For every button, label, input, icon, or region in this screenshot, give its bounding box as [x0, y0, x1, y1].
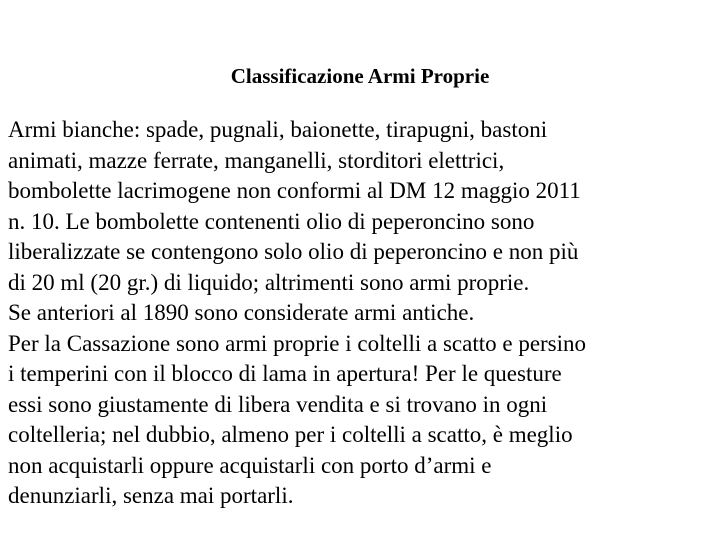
- slide-title: Classificazione Armi Proprie: [230, 64, 490, 88]
- term-armi-bianche: Armi bianche: [8, 117, 134, 142]
- body-line-2: animati, mazze ferrate, manganelli, storditori elettrici,: [8, 147, 505, 173]
- body-line-4: n. 10. Le bombolette contenenti olio di peperoncino sono: [8, 208, 535, 234]
- body-line-12: non acquistarli oppure acquistarli con porto d’armi e: [8, 452, 492, 478]
- body-line-1: [8, 115, 720, 146]
- body-line-10: essi sono giustamente di libera vendita e si trovano in ogni: [8, 391, 548, 417]
- body-line-9: i temperini con il blocco di lama in apertura! Per le questure: [8, 361, 562, 386]
- body-line-7: Se anteriori al 1890 sono considerate armi antiche.: [8, 300, 475, 325]
- body-text: [8, 115, 720, 512]
- body-line-6: di 20 ml (20 gr.) di liquido; altrimenti sono armi proprie.: [8, 269, 530, 295]
- body-line-5: liberalizzate se contengono solo olio di peperoncino e non più: [8, 239, 579, 264]
- body-line-8: Per la Cassazione sono armi proprie i coltelli a scatto e persino: [8, 330, 587, 356]
- body-line-3: bombolette lacrimogene non conformi al DM 12 maggio 2011: [8, 178, 581, 203]
- body-line-1-text: : spade, pugnali, baionette, tirapugni, bastoni: [133, 117, 548, 142]
- body-line-11: coltelleria; nel dubbio, almeno per i coltelli a scatto, è meglio: [8, 422, 573, 447]
- body-line-13: denunziarli, senza mai portarli.: [8, 483, 294, 508]
